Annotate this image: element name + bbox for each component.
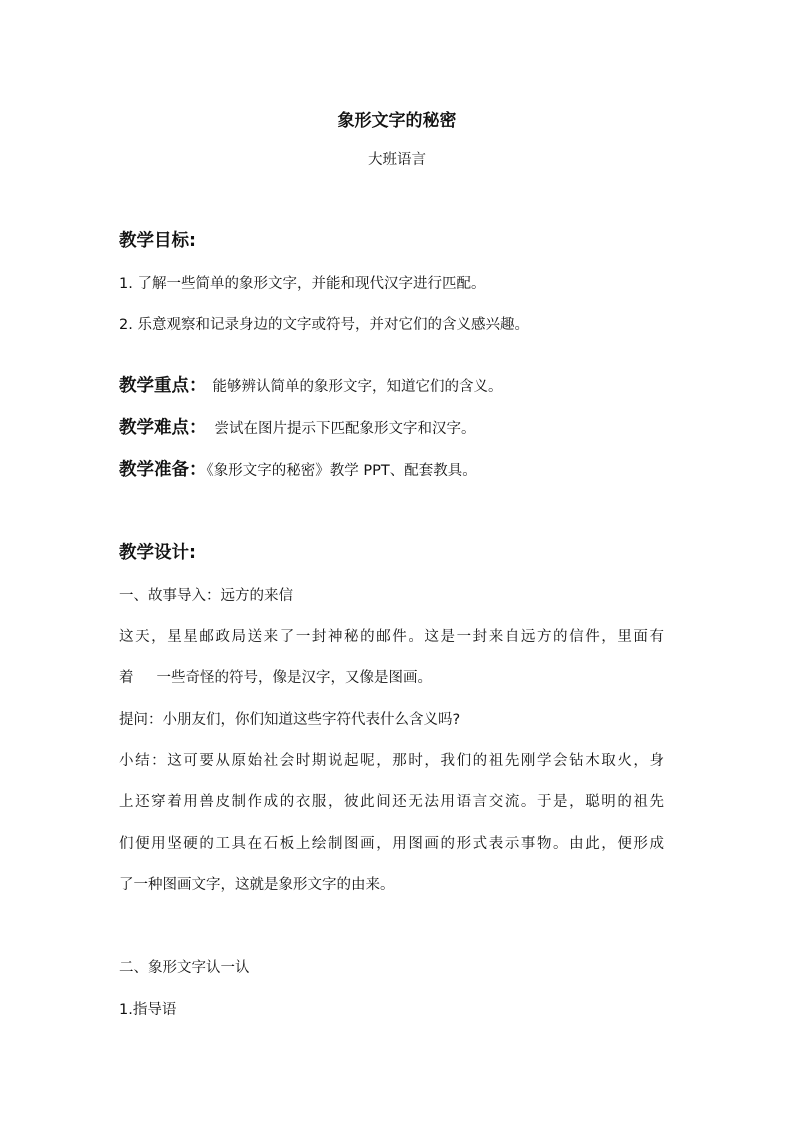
section-2-title: 二、象形文字认一认 [119,960,250,976]
subsection-1-title: 1.指导语 [119,1002,177,1018]
difficulty-row [119,418,476,439]
question-text: 提问：小朋友们，你们知道这些字符代表什么含义吗? [119,712,461,728]
difficulty-label: 教学难点： [119,418,207,438]
summary-line-2: 上还穿着用兽皮制作成的衣服，彼此间还无法用语言交流。于是，聪明的祖先 [119,794,664,810]
summary-line-3: 们便用坚硬的工具在石板上绘制图画，用图画的形式表示事物。由此，便形成 [119,836,664,852]
objective-item-2: 2. 乐意观察和记录身边的文字或符号，并对它们的含义感兴趣。 [119,317,529,333]
key-point-row [119,376,503,397]
objective-item-1: 1. 了解一些简单的象形文字，并能和现代汉字进行匹配。 [119,276,486,292]
key-point-text: 能够辨认简单的象形文字，知道它们的含义。 [212,379,503,395]
preparation-label: 教学准备： [119,460,207,480]
story-paragraph-line-2: 着 一些奇怪的符号，像是汉字，又像是图画。 [119,670,433,686]
key-point-label: 教学重点： [119,376,207,396]
difficulty-text: 尝试在图片提示下匹配象形文字和汉字。 [214,421,476,437]
design-heading: 教学设计: [119,543,196,563]
section-1-title: 一、故事导入：远方的来信 [119,588,293,604]
preparation-row [119,460,477,481]
summary-line-1: 小结：这可要从原始社会时期说起呢，那时，我们的祖先刚学会钻木取火，身 [119,753,664,769]
document-title: 象形文字的秘密 [337,111,457,131]
story-paragraph-line-1: 这天，星星邮政局送来了一封神秘的邮件。这是一封来自远方的信件，里面有 [119,629,664,645]
summary-line-4: 了一种图画文字，这就是象形文字的由来。 [119,877,395,893]
preparation-text: 《象形文字的秘密》教学 PPT、配套教具。 [206,463,477,479]
document-subtitle: 大班语言 [368,152,426,168]
objectives-heading: 教学目标: [119,231,196,251]
